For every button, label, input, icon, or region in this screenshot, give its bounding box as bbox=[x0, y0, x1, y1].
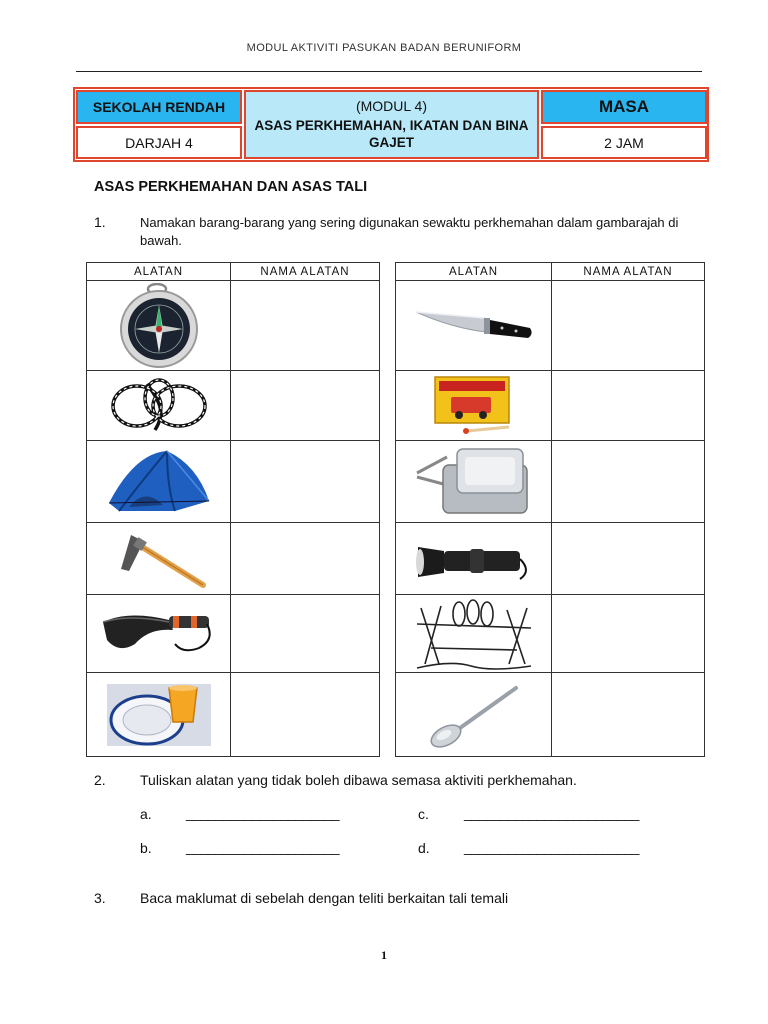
answer-cell[interactable] bbox=[552, 673, 705, 757]
option-a-blank[interactable]: _____________________ bbox=[186, 805, 340, 821]
option-b-label: b. bbox=[140, 840, 152, 856]
module-title: ASAS PERKHEMAHAN, IKATAN DAN BINA GAJET bbox=[254, 118, 529, 150]
flashlight-icon bbox=[396, 531, 551, 587]
answer-cell[interactable] bbox=[552, 441, 705, 523]
col-header-name: NAMA ALATAN bbox=[552, 263, 705, 281]
answer-cell[interactable] bbox=[231, 523, 380, 595]
table-row bbox=[87, 673, 231, 757]
table-row bbox=[396, 441, 552, 523]
q2-number: 2. bbox=[94, 772, 106, 788]
answer-cell[interactable] bbox=[552, 595, 705, 673]
answer-cell[interactable] bbox=[552, 371, 705, 441]
tool-table-left bbox=[86, 262, 380, 757]
table-row bbox=[87, 371, 231, 441]
answer-cell[interactable] bbox=[552, 281, 705, 371]
tool-table-right bbox=[395, 262, 705, 757]
answer-cell[interactable] bbox=[552, 523, 705, 595]
section-title: ASAS PERKHEMAHAN DAN ASAS TALI bbox=[94, 179, 368, 195]
hoe-icon bbox=[87, 527, 230, 591]
col-header-name: NAMA ALATAN bbox=[231, 263, 380, 281]
option-d-blank[interactable]: ________________________ bbox=[464, 839, 639, 855]
mess-tin-icon bbox=[396, 445, 551, 519]
q2-text: Tuliskan alatan yang tidak boleh dibawa semasa aktiviti perkhemahan. bbox=[140, 772, 577, 788]
tent-icon bbox=[87, 447, 230, 517]
q3-number: 3. bbox=[94, 890, 106, 906]
grade-cell: DARJAH 4 bbox=[76, 126, 242, 159]
table-row bbox=[87, 595, 231, 673]
table-row bbox=[87, 523, 231, 595]
school-level-cell: SEKOLAH RENDAH bbox=[76, 90, 242, 124]
table-row bbox=[87, 441, 231, 523]
option-b-blank[interactable]: _____________________ bbox=[186, 839, 340, 855]
table-row bbox=[396, 595, 552, 673]
module-number: (MODUL 4) bbox=[355, 98, 428, 114]
answer-cell[interactable] bbox=[231, 441, 380, 523]
col-header-tool: ALATAN bbox=[396, 263, 552, 281]
page-header: MODUL AKTIVITI PASUKAN BADAN BERUNIFORM bbox=[246, 42, 522, 54]
option-c-label: c. bbox=[418, 806, 429, 822]
col-header-tool: ALATAN bbox=[87, 263, 231, 281]
answer-cell[interactable] bbox=[231, 673, 380, 757]
module-cell bbox=[244, 90, 539, 159]
answer-cell[interactable] bbox=[231, 595, 380, 673]
q1-text: Namakan barang-barang yang sering digunakan sewaktu perkhemahan dalam gambarajah di bawah. bbox=[140, 215, 679, 248]
option-c-blank[interactable]: ________________________ bbox=[464, 805, 639, 821]
answer-cell[interactable] bbox=[231, 281, 380, 371]
rope-icon bbox=[87, 374, 230, 438]
header-divider bbox=[76, 71, 702, 72]
plate-cup-icon bbox=[87, 682, 230, 748]
time-header-cell: MASA bbox=[541, 90, 707, 124]
q1-number: 1. bbox=[94, 214, 106, 230]
page-number: 1 bbox=[381, 948, 387, 962]
option-a-label: a. bbox=[140, 806, 152, 822]
option-d-label: d. bbox=[418, 840, 430, 856]
spoon-icon bbox=[396, 682, 551, 748]
compass-icon bbox=[87, 283, 230, 369]
table-row bbox=[396, 523, 552, 595]
time-value-cell: 2 JAM bbox=[541, 126, 707, 159]
rack-gadget-icon bbox=[396, 598, 551, 670]
table-row bbox=[396, 673, 552, 757]
matchbox-icon bbox=[396, 373, 551, 439]
machete-icon bbox=[87, 604, 230, 664]
table-row bbox=[87, 281, 231, 371]
knife-icon bbox=[396, 298, 551, 354]
table-row bbox=[396, 371, 552, 441]
q3-text: Baca maklumat di sebelah dengan teliti berkaitan tali temali bbox=[140, 890, 509, 906]
table-row bbox=[396, 281, 552, 371]
answer-cell[interactable] bbox=[231, 371, 380, 441]
